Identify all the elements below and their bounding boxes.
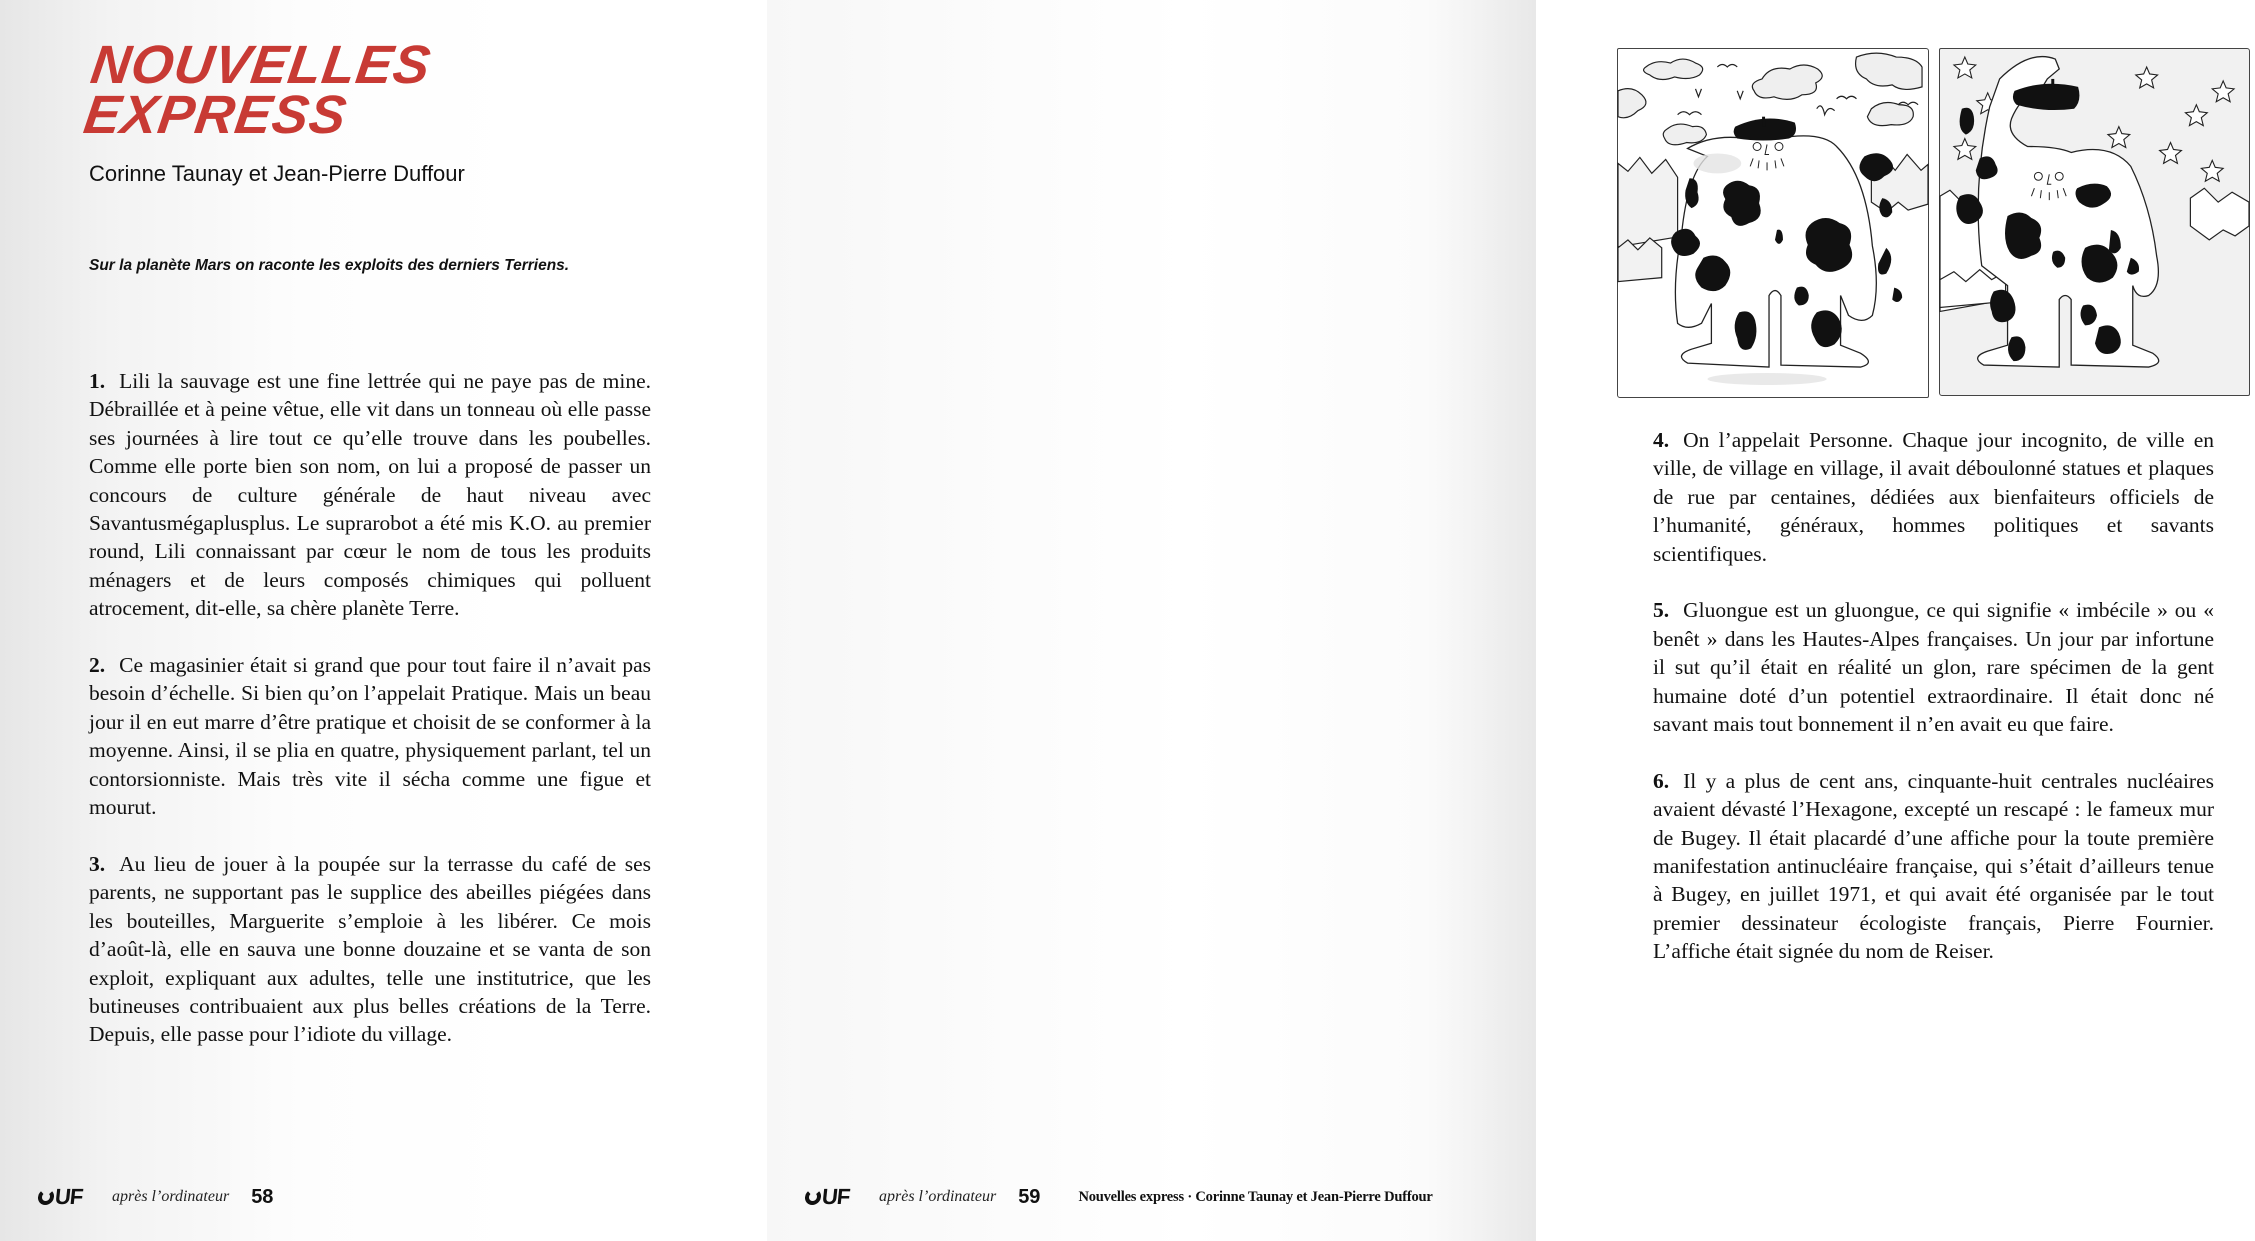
story-number: 1. <box>89 369 106 393</box>
article-intro: Sur la planète Mars on raconte les exploits des derniers Terriens. <box>89 257 570 274</box>
story-number: 2. <box>89 653 106 678</box>
ouf-logo-icon: UF <box>804 1184 865 1210</box>
story-6 <box>1653 767 2214 966</box>
page-number: 58 <box>251 1185 274 1208</box>
series-name: après l’ordinateur <box>879 1188 997 1205</box>
story-3 <box>89 850 651 1049</box>
title-line-1: NOUVELLES <box>87 35 435 95</box>
story-5 <box>1653 596 2214 738</box>
story-number: 5. <box>1653 598 1670 623</box>
article-authors: Corinne Taunay et Jean-Pierre Duffour <box>89 161 465 186</box>
creature-standing-icon <box>1618 49 1928 397</box>
ouf-logo-icon: UF <box>37 1184 98 1210</box>
story-text: On l’appelait Personne. Chaque jour incognito, de ville en ville, de village en village, il avait déboulonné statues et plaques de rue par centaines, dédiées aux bienfaiteurs officiels de l’humanité, généraux, hommes politiques et savants scientifiques. <box>1653 428 2214 566</box>
story-4 <box>1653 426 2214 568</box>
story-text: Lili la sauvage est une fine lettrée qui ne paye pas de mine. Débraillée et à peine vêtue, elle vit dans un tonneau où elle passe ses journées à lire tout ce qu’elle trouve dans les poubelles. Comme elle porte bien son nom, on lui a proposé de passer un concours de culture générale de haut niveau avec Savantusmégaplusplus. Le suprarobot a été mis K.O. au premier round, Lili connaissant par cœur le nom de tous les produits ménagers et de leurs composés chimiques qui polluent atrocement, dit-elle, sa chère planète Terre. <box>89 369 651 621</box>
left-page <box>0 0 767 1241</box>
right-text-column <box>1653 426 2214 994</box>
article-title <box>80 35 435 145</box>
left-page-footer <box>38 1185 273 1209</box>
right-page <box>767 0 2214 1241</box>
page-number: 59 <box>1018 1185 1041 1208</box>
illustration-strip <box>1609 40 2255 405</box>
left-text-column <box>89 367 651 1077</box>
story-text: Gluongue est un gluongue, ce qui signifie « imbécile » ou « benêt » dans les Hautes-Alpes françaises. Un jour par infortune il sut qu’il était en réalité un glon, rare spécimen de la gent humaine doté d’un potentiel extraordinaire. Il était donc né savant mais tout bonnement il n’en avait eu que faire. <box>1653 598 2214 737</box>
story-2 <box>89 651 651 821</box>
story-number: 3. <box>89 851 106 876</box>
story-number: 6. <box>1653 768 1670 793</box>
story-1 <box>89 367 651 623</box>
creature-standing-illustration <box>1617 48 1929 398</box>
story-number: 4. <box>1653 428 1670 452</box>
story-text: Au lieu de jouer à la poupée sur la terrasse du café de ses parents, ne supportant pas le supplice des abeilles piégées dans les bouteilles, Marguerite s’emploie à les libérer. Ce mois d’août-là, elle en sauva une bonne douzaine et se vanta de son exploit, expliquant aux adultes, telle une institutrice, que les butineuses contribuaient aux plus belles créations de la Terre. Depuis, elle passe pour l’idiote du village. <box>89 851 651 1047</box>
creature-reaching-icon <box>1940 49 2249 395</box>
series-name: après l’ordinateur <box>112 1188 230 1205</box>
title-line-2: EXPRESS <box>80 85 351 145</box>
story-text: Ce magasinier était si grand que pour tout faire il n’avait pas besoin d’échelle. Si bien qu’on l’appelait Pratique. Mais un beau jour il en eut marre d’être pratique et choisit de se conformer à la moyenne. Ainsi, il se plia en quatre, physiquement parlant, tel un contorsionniste. Mais très vite il sécha comme une figue et mourut. <box>89 653 651 820</box>
right-page-footer <box>805 1185 1433 1209</box>
story-text: Il y a plus de cent ans, cinquante-huit centrales nucléaires avaient dévasté l’Hexagone, excepté un rescapé : le fameux mur de Bugey. Il était placardé d’une affiche pour la toute première manifestation antinucléaire française, qui s’était d’ailleurs tenue à Bugey, en juillet 1971, et qui avait été organisée par le tout premier dessinateur écologiste français, Pierre Fournier. L’affiche était signée du nom de Reiser. <box>1653 768 2214 964</box>
running-title: Nouvelles express · Corinne Taunay et Jean-Pierre Duffour <box>1078 1188 1433 1205</box>
creature-reaching-illustration <box>1939 48 2250 396</box>
